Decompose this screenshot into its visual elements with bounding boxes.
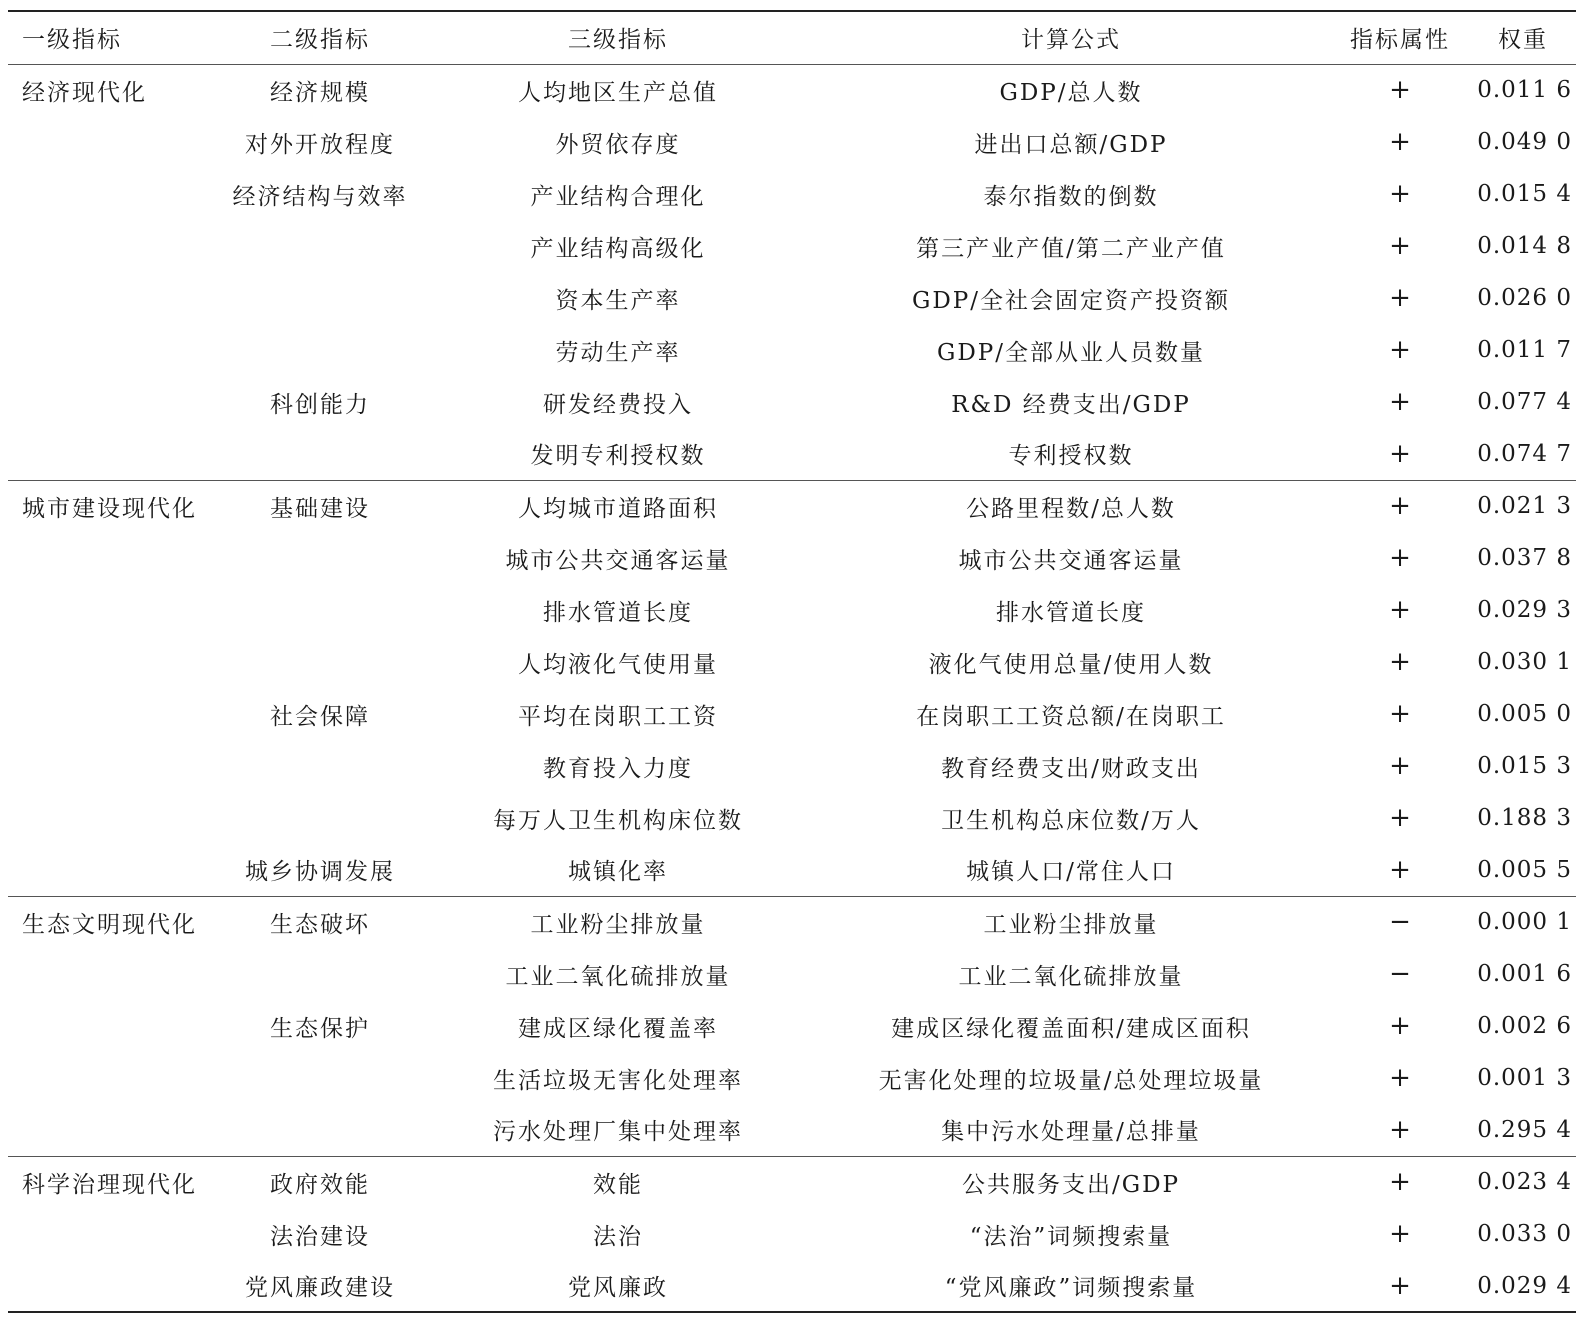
- cell-attribute: +: [1389, 647, 1411, 677]
- table-row: [8, 1208, 1576, 1260]
- cell-weight: 0.074 7: [1470, 428, 1576, 480]
- cell-level1: [8, 1000, 216, 1052]
- table-row: [8, 636, 1576, 688]
- cell-formula: 工业粉尘排放量: [983, 911, 1159, 938]
- cell-level2: [216, 948, 424, 1000]
- cell-weight: 0.015 4: [1477, 181, 1572, 207]
- cell-attribute: +: [1389, 751, 1411, 781]
- cell-level1: [8, 532, 216, 584]
- cell-level1: [8, 1208, 216, 1260]
- cell-level3: 城市公共交通客运量: [505, 547, 731, 574]
- cell-weight: 0.188 3: [1477, 805, 1572, 831]
- cell-level3: 劳动生产率: [555, 339, 681, 366]
- cell-weight: 0.011 6: [1477, 77, 1572, 104]
- cell-weight: 0.015 3: [1477, 753, 1572, 779]
- header-formula: 计算公式: [812, 11, 1330, 64]
- cell-level1: [8, 324, 216, 376]
- cell-weight: 0.014 8: [1477, 233, 1572, 259]
- cell-formula: 城市公共交通客运量: [958, 547, 1184, 574]
- cell-weight: 0.011 7: [1477, 337, 1572, 363]
- cell-level3: 研发经费投入: [543, 391, 693, 418]
- cell-level2: 对外开放程度: [245, 131, 395, 158]
- cell-level1: [8, 376, 216, 428]
- cell-formula: 无害化处理的垃圾量/总处理垃圾量: [878, 1067, 1264, 1094]
- cell-attribute: +: [1389, 1167, 1411, 1198]
- cell-formula: 卫生机构总床位数/万人: [941, 807, 1201, 834]
- table-row: [8, 532, 1576, 584]
- table-row: [8, 1156, 1576, 1208]
- cell-formula: 公路里程数/总人数: [966, 495, 1176, 522]
- cell-formula: 液化气使用总量/使用人数: [928, 651, 1214, 678]
- table-row: [8, 740, 1576, 792]
- cell-level3: 产业结构合理化: [530, 183, 706, 210]
- table-row: [8, 220, 1576, 272]
- cell-level2: [216, 220, 424, 272]
- cell-level3: 平均在岗职工工资: [518, 703, 718, 730]
- cell-attribute: +: [1330, 1260, 1470, 1312]
- table-row: [8, 1000, 1576, 1052]
- table-row: [8, 1104, 1576, 1156]
- table-row: [8, 896, 1576, 948]
- cell-level3: 教育投入力度: [543, 755, 693, 782]
- cell-weight: 0.005 5: [1470, 844, 1576, 896]
- cell-level1: [8, 792, 216, 844]
- cell-weight: 0.026 0: [1477, 285, 1572, 311]
- table-row: [8, 116, 1576, 168]
- cell-weight: 0.000 1: [1477, 909, 1572, 936]
- cell-level2: [216, 1052, 424, 1104]
- cell-level2: 经济规模: [270, 79, 370, 106]
- cell-level1: [8, 168, 216, 220]
- cell-formula: GDP/总人数: [999, 79, 1143, 106]
- cell-attribute: −: [1389, 907, 1411, 938]
- cell-level1: 生态文明现代化: [22, 911, 197, 938]
- cell-formula: “党风廉政”词频搜索量: [812, 1260, 1330, 1312]
- cell-weight: 0.001 3: [1477, 1065, 1572, 1091]
- table-row: [8, 168, 1576, 220]
- cell-level2: 政府效能: [270, 1171, 370, 1198]
- cell-level3: 人均城市道路面积: [518, 495, 718, 522]
- cell-attribute: +: [1389, 75, 1411, 106]
- cell-weight: 0.029 4: [1470, 1260, 1576, 1312]
- cell-level1: 城市建设现代化: [22, 495, 197, 522]
- cell-formula: 集中污水处理量/总排量: [812, 1104, 1330, 1156]
- cell-formula: 城镇人口/常住人口: [812, 844, 1330, 896]
- cell-level3: 法治: [593, 1223, 643, 1250]
- cell-level3: 排水管道长度: [543, 599, 693, 626]
- cell-level2: 城乡协调发展: [216, 844, 424, 896]
- cell-formula: 专利授权数: [812, 428, 1330, 480]
- cell-level3: 城镇化率: [424, 844, 812, 896]
- cell-level2: [216, 636, 424, 688]
- cell-formula: GDP/全社会固定资产投资额: [911, 287, 1231, 314]
- cell-level1: 科学治理现代化: [22, 1171, 197, 1198]
- cell-weight: 0.049 0: [1477, 129, 1572, 155]
- cell-weight: 0.030 1: [1477, 649, 1572, 675]
- cell-formula: 泰尔指数的倒数: [983, 183, 1159, 210]
- cell-level1: [8, 740, 216, 792]
- cell-formula: 进出口总额/GDP: [974, 131, 1168, 158]
- cell-level2: 生态破坏: [270, 911, 370, 938]
- header-level2: 二级指标: [216, 11, 424, 64]
- cell-level1: [8, 1260, 216, 1312]
- table-row: [8, 64, 1576, 116]
- cell-level1: [8, 220, 216, 272]
- cell-level3: 人均液化气使用量: [518, 651, 718, 678]
- cell-level2: [216, 740, 424, 792]
- table-row: [8, 584, 1576, 636]
- cell-formula: 在岗职工工资总额/在岗职工: [916, 703, 1226, 730]
- table-row: [8, 1260, 1576, 1312]
- cell-level1: 经济现代化: [22, 79, 147, 106]
- cell-formula: 排水管道长度: [996, 599, 1146, 626]
- cell-level2: 社会保障: [270, 703, 370, 730]
- cell-attribute: +: [1389, 1011, 1411, 1041]
- cell-level1: [8, 584, 216, 636]
- header-weight: 权重: [1470, 11, 1576, 64]
- cell-level2: 基础建设: [270, 495, 370, 522]
- cell-attribute: +: [1330, 1104, 1470, 1156]
- cell-formula: 教育经费支出/财政支出: [941, 755, 1201, 782]
- cell-level3: 生活垃圾无害化处理率: [493, 1067, 743, 1094]
- table-row: [8, 948, 1576, 1000]
- table-row: [8, 688, 1576, 740]
- cell-formula: 建成区绿化覆盖面积/建成区面积: [891, 1015, 1251, 1042]
- cell-weight: 0.005 0: [1477, 701, 1572, 727]
- cell-weight: 0.295 4: [1470, 1104, 1576, 1156]
- cell-attribute: +: [1389, 231, 1411, 261]
- cell-level3: 资本生产率: [555, 287, 681, 314]
- cell-level1: [8, 272, 216, 324]
- cell-weight: 0.002 6: [1477, 1013, 1572, 1039]
- cell-level2: 经济结构与效率: [232, 183, 408, 210]
- cell-attribute: +: [1389, 803, 1411, 833]
- cell-level2: [216, 428, 424, 480]
- cell-attribute: +: [1330, 844, 1470, 896]
- cell-formula: 第三产业产值/第二产业产值: [916, 235, 1226, 262]
- header-attribute: 指标属性: [1330, 11, 1470, 64]
- cell-attribute: +: [1389, 1063, 1411, 1093]
- cell-level3: 发明专利授权数: [424, 428, 812, 480]
- cell-weight: 0.021 3: [1477, 493, 1572, 520]
- cell-level2: [216, 324, 424, 376]
- cell-level1: [8, 428, 216, 480]
- cell-attribute: −: [1389, 959, 1411, 989]
- table-row: [8, 324, 1576, 376]
- cell-attribute: +: [1389, 127, 1411, 157]
- cell-level2: 生态保护: [270, 1015, 370, 1042]
- cell-weight: 0.033 0: [1477, 1221, 1572, 1247]
- cell-attribute: +: [1389, 595, 1411, 625]
- cell-weight: 0.001 6: [1477, 961, 1572, 987]
- cell-level1: [8, 948, 216, 1000]
- header-level1: 一级指标: [8, 11, 216, 64]
- cell-level2: [216, 272, 424, 324]
- cell-formula: “法治”词频搜索量: [969, 1223, 1173, 1250]
- cell-level1: [8, 636, 216, 688]
- cell-level3: 建成区绿化覆盖率: [518, 1015, 718, 1042]
- cell-level2: 法治建设: [270, 1223, 370, 1250]
- cell-attribute: +: [1389, 699, 1411, 729]
- table-row: [8, 428, 1576, 480]
- cell-level3: 工业二氧化硫排放量: [505, 963, 731, 990]
- table-body: [8, 64, 1576, 1312]
- cell-formula: GDP/全部从业人员数量: [936, 339, 1206, 366]
- cell-attribute: +: [1389, 1219, 1411, 1249]
- cell-level1: [8, 844, 216, 896]
- cell-attribute: +: [1389, 179, 1411, 209]
- cell-weight: 0.077 4: [1477, 389, 1572, 415]
- indicator-table: [8, 10, 1576, 1313]
- cell-level3: 每万人卫生机构床位数: [493, 807, 743, 834]
- cell-level2: 科创能力: [270, 391, 370, 418]
- cell-level3: 外贸依存度: [555, 131, 681, 158]
- cell-attribute: +: [1389, 543, 1411, 573]
- cell-level3: 效能: [593, 1171, 643, 1198]
- cell-attribute: +: [1389, 283, 1411, 313]
- cell-level3: 工业粉尘排放量: [530, 911, 706, 938]
- cell-level2: 党风廉政建设: [216, 1260, 424, 1312]
- cell-level2: [216, 532, 424, 584]
- cell-level1: [8, 688, 216, 740]
- cell-level1: [8, 1104, 216, 1156]
- table-row: [8, 272, 1576, 324]
- cell-attribute: +: [1389, 491, 1411, 522]
- cell-attribute: +: [1389, 387, 1411, 417]
- cell-level2: [216, 584, 424, 636]
- cell-weight: 0.029 3: [1477, 597, 1572, 623]
- table-row: [8, 792, 1576, 844]
- cell-level2: [216, 792, 424, 844]
- cell-attribute: +: [1330, 428, 1470, 480]
- cell-level1: [8, 1052, 216, 1104]
- cell-formula: R&D 经费支出/GDP: [951, 391, 1191, 418]
- cell-weight: 0.037 8: [1477, 545, 1572, 571]
- table-row: [8, 1052, 1576, 1104]
- cell-attribute: +: [1389, 335, 1411, 365]
- cell-weight: 0.023 4: [1477, 1169, 1572, 1196]
- cell-level1: [8, 116, 216, 168]
- table-row: [8, 844, 1576, 896]
- cell-formula: 工业二氧化硫排放量: [958, 963, 1184, 990]
- cell-level2: [216, 1104, 424, 1156]
- table-header: [8, 11, 1576, 64]
- header-row: [8, 11, 1576, 64]
- cell-level3: 产业结构高级化: [530, 235, 706, 262]
- cell-level3: 党风廉政: [424, 1260, 812, 1312]
- cell-level3: 人均地区生产总值: [518, 79, 718, 106]
- cell-formula: 公共服务支出/GDP: [961, 1171, 1181, 1198]
- header-level3: 三级指标: [424, 11, 812, 64]
- table-row: [8, 376, 1576, 428]
- table-row: [8, 480, 1576, 532]
- cell-level3: 污水处理厂集中处理率: [424, 1104, 812, 1156]
